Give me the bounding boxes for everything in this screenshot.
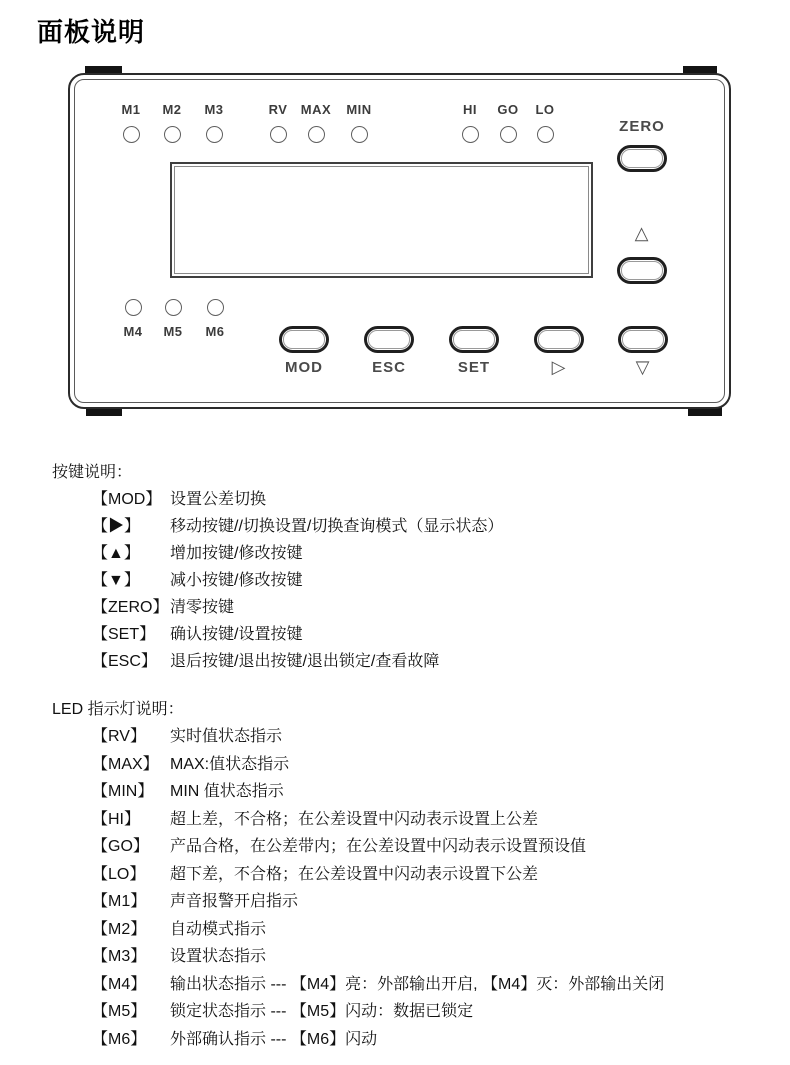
led-description: 设置状态指示 [170,948,267,965]
definition-row [52,486,503,513]
definition-row [52,751,664,779]
led-term: 【M3】 [92,948,147,965]
led-description: MAX:值状态指示 [170,755,290,773]
down-arrow-button-label: ▽ [635,357,651,377]
up-arrow-button [617,257,667,284]
key-description: 退后按键/退出按键/退出锁定/查看故障 [170,653,440,670]
mod-button-label: MOD [285,359,323,376]
led-m5-label: M5 [163,324,183,339]
led-lo-indicator [537,126,554,143]
led-description: MIN 值状态指示 [170,783,284,800]
definition-row [52,971,664,999]
definition-row [52,806,664,834]
esc-button [364,326,414,353]
led-lo-label: LO [535,102,555,117]
device-panel-diagram [68,66,731,416]
led-term: 【LO】 [92,865,146,883]
key-description: 确认按键/设置按键 [170,626,303,643]
definition-row [52,916,664,944]
page-title: 面板说明 [37,17,146,47]
key-description: 清零按键 [170,599,235,616]
key-term: 【ESC】 [92,653,157,670]
led-m6-indicator [207,299,224,316]
led-description: 超上差，不合格；在公差设置中闪动表示设置上公差 [170,810,539,828]
led-description: 输出状态指示 --- 【M4】亮：外部输出开启, 【M4】灭：外部输出关闭 [170,975,665,993]
zero-button-label: ZERO [619,118,665,135]
definition-row [52,998,664,1026]
key-term: 【ZERO】 [92,599,169,616]
definition-row [52,778,664,806]
led-term: 【MIN】 [92,783,154,800]
led-m1-indicator [123,126,140,143]
led-min-indicator [351,126,368,143]
led-term: 【MAX】 [92,755,159,773]
right-arrow-button-label: ▷ [551,357,567,377]
definition-row [52,540,503,567]
key-description: 移动按键//切换设置/切换查询模式（显示状态） [170,518,504,535]
right-arrow-button [534,326,584,353]
led-go-indicator [500,126,517,143]
definition-row [52,1026,664,1054]
led-go-label: GO [497,102,519,117]
key-term: 【MOD】 [92,491,162,508]
led-m3-label: M3 [204,102,224,117]
key-description: 增加按键/修改按键 [170,545,303,562]
set-button-label: SET [457,359,491,376]
keys-rows [52,486,503,675]
led-description: 超下差，不合格；在公差设置中闪动表示设置下公差 [170,865,539,883]
definition-row [52,723,664,751]
led-rows [52,723,664,1053]
led-term: 【RV】 [92,728,146,745]
led-term: 【M2】 [92,920,147,938]
led-description: 锁定状态指示 --- 【M5】闪动：数据已锁定 [170,1003,474,1020]
mod-button [279,326,329,353]
led-description: 外部确认指示 --- 【M6】闪动 [170,1030,378,1048]
definition-row [52,567,503,594]
led-max-label: MAX [300,102,332,117]
led-description: 声音报警开启指示 [170,893,299,910]
led-m6-label: M6 [205,324,225,339]
definition-row [52,888,664,916]
led-rv-label: RV [268,102,288,117]
front-panel [68,73,731,409]
led-min-label: MIN [346,102,372,117]
key-term: 【▼】 [92,572,140,589]
led-m1-label: M1 [121,102,141,117]
led-description: 实时值状态指示 [170,728,283,745]
down-arrow-button [618,326,668,353]
led-m3-indicator [206,126,223,143]
led-section-heading: LED 指示灯说明： [52,701,184,718]
led-term: 【M1】 [92,893,147,910]
led-rv-indicator [270,126,287,143]
definition-row [52,833,664,861]
key-description: 减小按键/修改按键 [170,572,303,589]
led-term: 【M5】 [92,1003,147,1020]
keys-section [52,462,503,675]
lcd-display [170,162,593,278]
led-m2-indicator [164,126,181,143]
zero-button [617,145,667,172]
led-term: 【HI】 [92,810,141,828]
key-term: 【SET】 [92,626,156,643]
led-max-indicator [308,126,325,143]
led-m4-label: M4 [123,324,143,339]
set-button [449,326,499,353]
led-m5-indicator [165,299,182,316]
key-term: 【▲】 [92,545,140,562]
up-arrow-button-label: △ [634,223,650,243]
led-section [52,699,664,1053]
led-description: 产品合格，在公差带内；在公差设置中闪动表示设置预设值 [170,838,587,855]
lcd-display-inner [174,166,589,274]
led-hi-indicator [462,126,479,143]
definition-row [52,621,503,648]
key-term: 【▶】 [92,518,141,535]
definition-row [52,513,503,540]
esc-button-label: ESC [372,359,406,376]
led-description: 自动模式指示 [170,920,267,938]
led-m2-label: M2 [162,102,182,117]
keys-section-heading: 按键说明： [52,464,133,481]
led-hi-label: HI [463,102,477,117]
led-term: 【M4】 [92,975,147,993]
led-term: 【M6】 [92,1030,147,1048]
led-m4-indicator [125,299,142,316]
definition-row [52,648,503,675]
definition-row [52,861,664,889]
key-description: 设置公差切换 [170,491,267,508]
definition-row [52,594,503,621]
led-term: 【GO】 [92,838,149,855]
definition-row [52,943,664,971]
